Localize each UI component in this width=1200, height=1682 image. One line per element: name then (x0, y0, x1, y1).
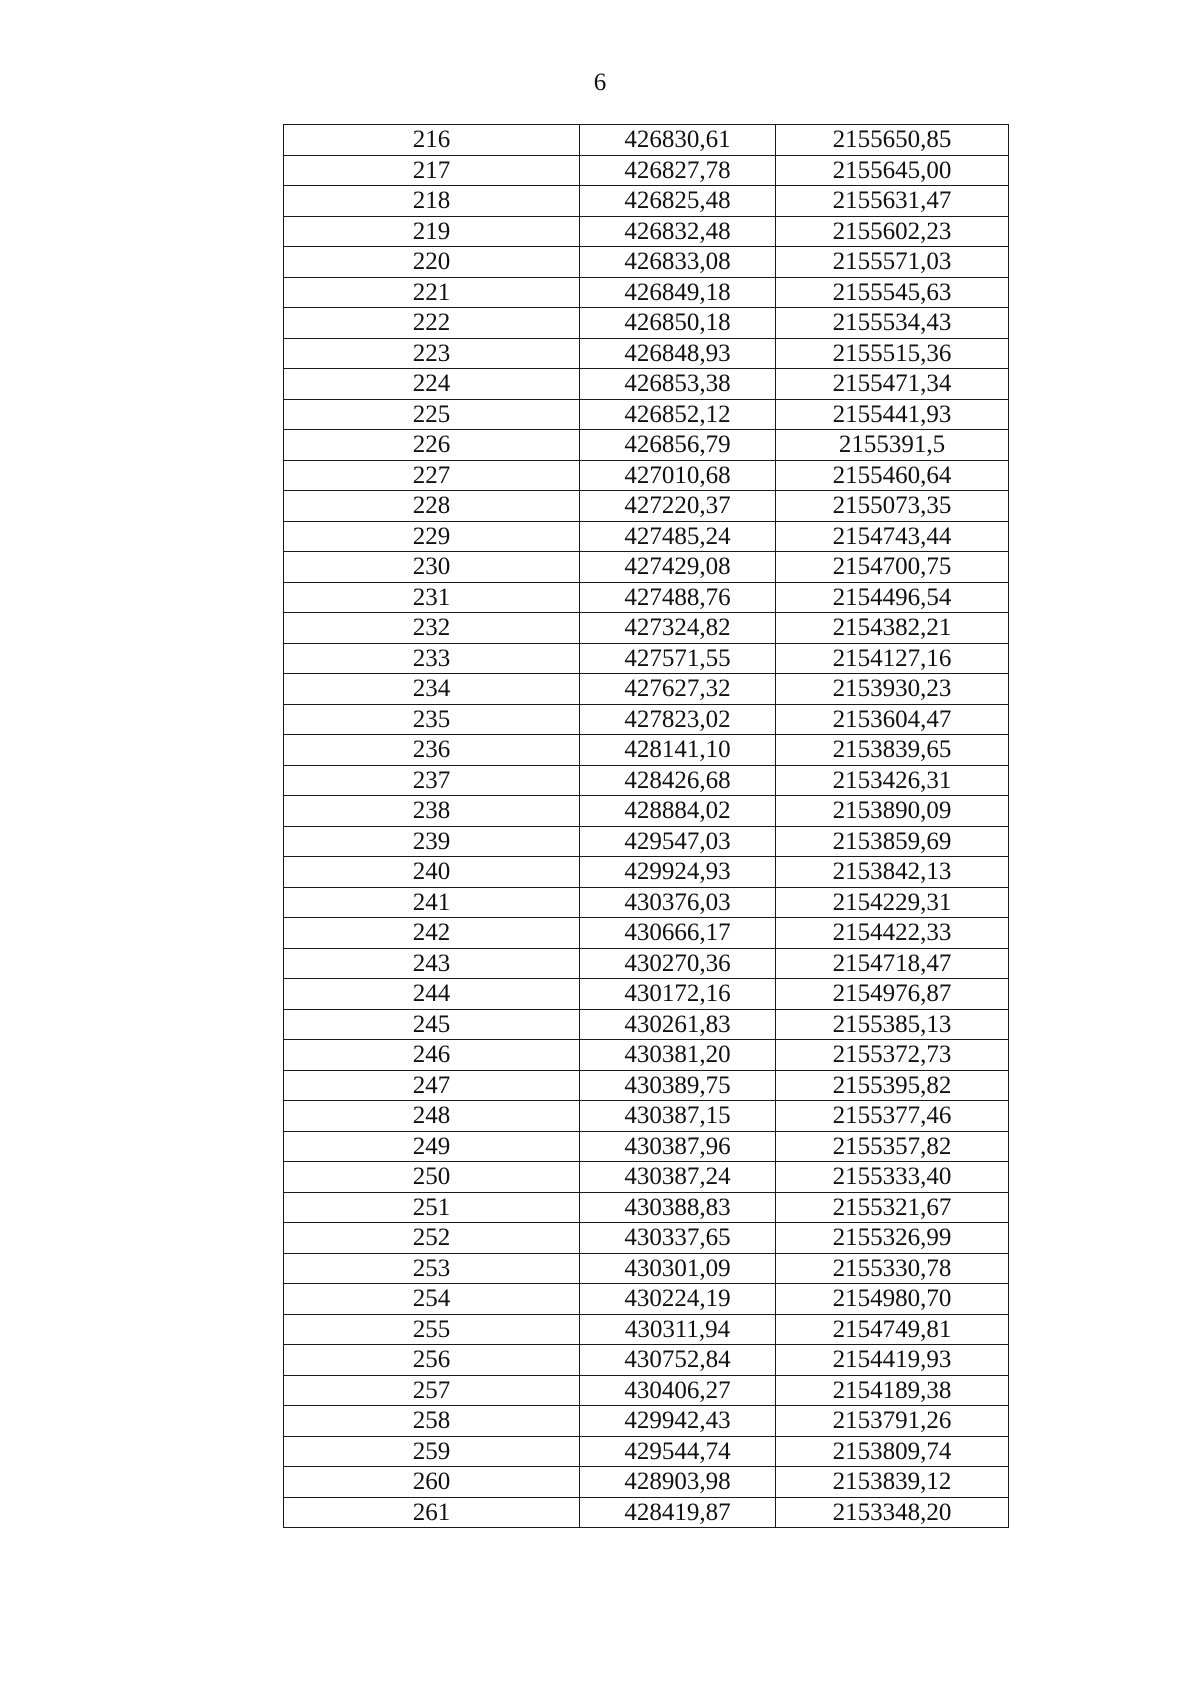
table-row (284, 460, 1009, 491)
x-coordinate-cell: 430172,16 (580, 979, 776, 1010)
x-coordinate-cell: 430666,17 (580, 918, 776, 949)
y-coordinate-cell: 2155441,93 (776, 399, 1009, 430)
point-number-cell: 235 (284, 704, 580, 735)
point-number-cell: 242 (284, 918, 580, 949)
y-coordinate-cell: 2154496,54 (776, 582, 1009, 613)
point-number-cell: 222 (284, 308, 580, 339)
y-coordinate-cell: 2153930,23 (776, 674, 1009, 705)
y-coordinate-cell: 2154229,31 (776, 887, 1009, 918)
table-row (284, 1009, 1009, 1040)
table-row (284, 918, 1009, 949)
y-coordinate-cell: 2153348,20 (776, 1497, 1009, 1528)
point-number-cell: 255 (284, 1314, 580, 1345)
point-number-cell: 239 (284, 826, 580, 857)
x-coordinate-cell: 430406,27 (580, 1375, 776, 1406)
point-number-cell: 243 (284, 948, 580, 979)
table-row (284, 247, 1009, 278)
point-number-cell: 221 (284, 277, 580, 308)
point-number-cell: 253 (284, 1253, 580, 1284)
table-row (284, 1040, 1009, 1071)
y-coordinate-cell: 2153890,09 (776, 796, 1009, 827)
point-number-cell: 252 (284, 1223, 580, 1254)
y-coordinate-cell: 2155377,46 (776, 1101, 1009, 1132)
x-coordinate-cell: 430387,15 (580, 1101, 776, 1132)
x-coordinate-cell: 426856,79 (580, 430, 776, 461)
table-row (284, 1192, 1009, 1223)
y-coordinate-cell: 2154980,70 (776, 1284, 1009, 1315)
table-row (284, 1406, 1009, 1437)
point-number-cell: 226 (284, 430, 580, 461)
point-number-cell: 219 (284, 216, 580, 247)
x-coordinate-cell: 430387,24 (580, 1162, 776, 1193)
x-coordinate-cell: 430388,83 (580, 1192, 776, 1223)
point-number-cell: 227 (284, 460, 580, 491)
table-row (284, 857, 1009, 888)
table-row (284, 1223, 1009, 1254)
point-number-cell: 254 (284, 1284, 580, 1315)
point-number-cell: 256 (284, 1345, 580, 1376)
y-coordinate-cell: 2154382,21 (776, 613, 1009, 644)
y-coordinate-cell: 2154189,38 (776, 1375, 1009, 1406)
point-number-cell: 232 (284, 613, 580, 644)
point-number-cell: 251 (284, 1192, 580, 1223)
point-number-cell: 236 (284, 735, 580, 766)
x-coordinate-cell: 430301,09 (580, 1253, 776, 1284)
point-number-cell: 257 (284, 1375, 580, 1406)
point-number-cell: 250 (284, 1162, 580, 1193)
y-coordinate-cell: 2153839,12 (776, 1467, 1009, 1498)
table-row (284, 521, 1009, 552)
y-coordinate-cell: 2153809,74 (776, 1436, 1009, 1467)
table-row (284, 338, 1009, 369)
x-coordinate-cell: 429547,03 (580, 826, 776, 857)
table-row (284, 1314, 1009, 1345)
x-coordinate-cell: 426850,18 (580, 308, 776, 339)
x-coordinate-cell: 426827,78 (580, 155, 776, 186)
point-number-cell: 249 (284, 1131, 580, 1162)
x-coordinate-cell: 427823,02 (580, 704, 776, 735)
y-coordinate-cell: 2154718,47 (776, 948, 1009, 979)
page-number: 6 (593, 69, 607, 96)
point-number-cell: 225 (284, 399, 580, 430)
x-coordinate-cell: 430389,75 (580, 1070, 776, 1101)
x-coordinate-cell: 427488,76 (580, 582, 776, 613)
x-coordinate-cell: 430224,19 (580, 1284, 776, 1315)
x-coordinate-cell: 429544,74 (580, 1436, 776, 1467)
x-coordinate-cell: 427571,55 (580, 643, 776, 674)
y-coordinate-cell: 2155073,35 (776, 491, 1009, 522)
x-coordinate-cell: 426852,12 (580, 399, 776, 430)
table-row (284, 1101, 1009, 1132)
y-coordinate-cell: 2154419,93 (776, 1345, 1009, 1376)
table-row (284, 826, 1009, 857)
y-coordinate-cell: 2155391,5 (776, 430, 1009, 461)
y-coordinate-cell: 2153842,13 (776, 857, 1009, 888)
y-coordinate-cell: 2155602,23 (776, 216, 1009, 247)
x-coordinate-cell: 426830,61 (580, 125, 776, 156)
point-number-cell: 238 (284, 796, 580, 827)
point-number-cell: 259 (284, 1436, 580, 1467)
y-coordinate-cell: 2153426,31 (776, 765, 1009, 796)
table-row (284, 369, 1009, 400)
table-row (284, 125, 1009, 156)
y-coordinate-cell: 2155650,85 (776, 125, 1009, 156)
y-coordinate-cell: 2154976,87 (776, 979, 1009, 1010)
y-coordinate-cell: 2155326,99 (776, 1223, 1009, 1254)
y-coordinate-cell: 2153859,69 (776, 826, 1009, 857)
x-coordinate-cell: 430387,96 (580, 1131, 776, 1162)
y-coordinate-cell: 2155330,78 (776, 1253, 1009, 1284)
table-row (284, 1162, 1009, 1193)
point-number-cell: 228 (284, 491, 580, 522)
y-coordinate-cell: 2154422,33 (776, 918, 1009, 949)
x-coordinate-cell: 426849,18 (580, 277, 776, 308)
x-coordinate-cell: 427627,32 (580, 674, 776, 705)
table-row (284, 1345, 1009, 1376)
x-coordinate-cell: 428419,87 (580, 1497, 776, 1528)
y-coordinate-cell: 2155385,13 (776, 1009, 1009, 1040)
y-coordinate-cell: 2155631,47 (776, 186, 1009, 217)
y-coordinate-cell: 2155515,36 (776, 338, 1009, 369)
table-row (284, 399, 1009, 430)
y-coordinate-cell: 2153839,65 (776, 735, 1009, 766)
point-number-cell: 258 (284, 1406, 580, 1437)
point-number-cell: 216 (284, 125, 580, 156)
table-row (284, 186, 1009, 217)
table-row (284, 1375, 1009, 1406)
y-coordinate-cell: 2155534,43 (776, 308, 1009, 339)
y-coordinate-cell: 2153791,26 (776, 1406, 1009, 1437)
x-coordinate-cell: 426853,38 (580, 369, 776, 400)
x-coordinate-cell: 430270,36 (580, 948, 776, 979)
y-coordinate-cell: 2155372,73 (776, 1040, 1009, 1071)
y-coordinate-cell: 2155395,82 (776, 1070, 1009, 1101)
table-row (284, 613, 1009, 644)
y-coordinate-cell: 2155471,34 (776, 369, 1009, 400)
table-row (284, 1497, 1009, 1528)
table-row (284, 674, 1009, 705)
x-coordinate-cell: 428141,10 (580, 735, 776, 766)
x-coordinate-cell: 428426,68 (580, 765, 776, 796)
x-coordinate-cell: 430376,03 (580, 887, 776, 918)
table-row (284, 1131, 1009, 1162)
x-coordinate-cell: 426833,08 (580, 247, 776, 278)
table-row (284, 735, 1009, 766)
table-row (284, 643, 1009, 674)
point-number-cell: 218 (284, 186, 580, 217)
table-row (284, 887, 1009, 918)
point-number-cell: 217 (284, 155, 580, 186)
x-coordinate-cell: 430752,84 (580, 1345, 776, 1376)
table-row (284, 1436, 1009, 1467)
table-row (284, 1070, 1009, 1101)
y-coordinate-cell: 2154127,16 (776, 643, 1009, 674)
y-coordinate-cell: 2155571,03 (776, 247, 1009, 278)
x-coordinate-cell: 429924,93 (580, 857, 776, 888)
point-number-cell: 223 (284, 338, 580, 369)
x-coordinate-cell: 429942,43 (580, 1406, 776, 1437)
x-coordinate-cell: 428884,02 (580, 796, 776, 827)
coordinates-table (283, 124, 1009, 1528)
x-coordinate-cell: 428903,98 (580, 1467, 776, 1498)
point-number-cell: 245 (284, 1009, 580, 1040)
table-row (284, 155, 1009, 186)
point-number-cell: 234 (284, 674, 580, 705)
point-number-cell: 220 (284, 247, 580, 278)
point-number-cell: 230 (284, 552, 580, 583)
y-coordinate-cell: 2155545,63 (776, 277, 1009, 308)
x-coordinate-cell: 430337,65 (580, 1223, 776, 1254)
point-number-cell: 233 (284, 643, 580, 674)
point-number-cell: 247 (284, 1070, 580, 1101)
point-number-cell: 240 (284, 857, 580, 888)
x-coordinate-cell: 426848,93 (580, 338, 776, 369)
table-row (284, 1467, 1009, 1498)
point-number-cell: 241 (284, 887, 580, 918)
x-coordinate-cell: 427485,24 (580, 521, 776, 552)
x-coordinate-cell: 430381,20 (580, 1040, 776, 1071)
point-number-cell: 260 (284, 1467, 580, 1498)
x-coordinate-cell: 430261,83 (580, 1009, 776, 1040)
x-coordinate-cell: 427429,08 (580, 552, 776, 583)
point-number-cell: 237 (284, 765, 580, 796)
y-coordinate-cell: 2154700,75 (776, 552, 1009, 583)
y-coordinate-cell: 2155357,82 (776, 1131, 1009, 1162)
y-coordinate-cell: 2153604,47 (776, 704, 1009, 735)
x-coordinate-cell: 427324,82 (580, 613, 776, 644)
table-row (284, 796, 1009, 827)
table-row (284, 1284, 1009, 1315)
y-coordinate-cell: 2155333,40 (776, 1162, 1009, 1193)
table-row (284, 704, 1009, 735)
table-row (284, 765, 1009, 796)
point-number-cell: 231 (284, 582, 580, 613)
x-coordinate-cell: 427010,68 (580, 460, 776, 491)
point-number-cell: 224 (284, 369, 580, 400)
point-number-cell: 246 (284, 1040, 580, 1071)
table-row (284, 277, 1009, 308)
point-number-cell: 248 (284, 1101, 580, 1132)
x-coordinate-cell: 426825,48 (580, 186, 776, 217)
table-row (284, 582, 1009, 613)
table-row (284, 430, 1009, 461)
table-row (284, 216, 1009, 247)
y-coordinate-cell: 2155321,67 (776, 1192, 1009, 1223)
table-row (284, 948, 1009, 979)
y-coordinate-cell: 2154749,81 (776, 1314, 1009, 1345)
coordinates-table-body (284, 125, 1009, 1528)
table-row (284, 979, 1009, 1010)
point-number-cell: 229 (284, 521, 580, 552)
point-number-cell: 261 (284, 1497, 580, 1528)
y-coordinate-cell: 2155645,00 (776, 155, 1009, 186)
x-coordinate-cell: 427220,37 (580, 491, 776, 522)
table-row (284, 491, 1009, 522)
x-coordinate-cell: 426832,48 (580, 216, 776, 247)
table-row (284, 308, 1009, 339)
point-number-cell: 244 (284, 979, 580, 1010)
table-row (284, 1253, 1009, 1284)
table-row (284, 552, 1009, 583)
y-coordinate-cell: 2155460,64 (776, 460, 1009, 491)
x-coordinate-cell: 430311,94 (580, 1314, 776, 1345)
y-coordinate-cell: 2154743,44 (776, 521, 1009, 552)
